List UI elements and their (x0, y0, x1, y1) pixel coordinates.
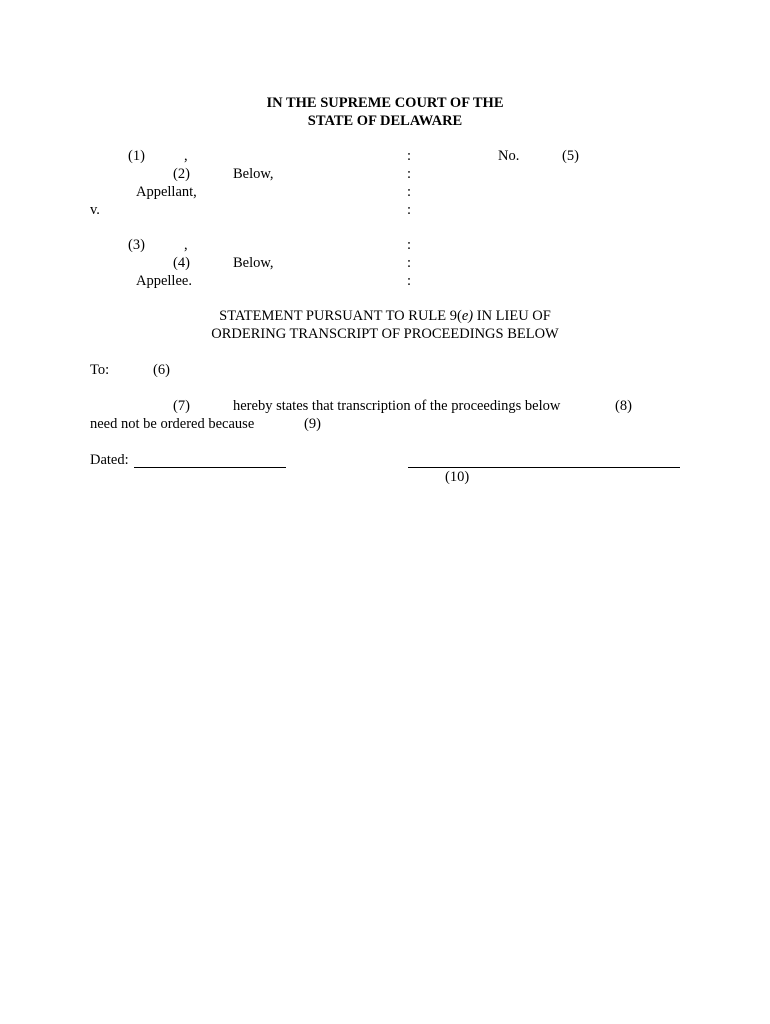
caption-colon: : (407, 255, 412, 271)
placeholder-8: (8) (615, 398, 632, 414)
party1-comma: , (184, 148, 188, 164)
body-text-line2: need not be ordered because (90, 416, 255, 432)
reason-placeholder-9: (9) (304, 416, 321, 432)
versus: v. (90, 202, 100, 218)
to-label: To: (90, 362, 110, 378)
caption-colon: : (407, 148, 412, 164)
caption-colon: : (407, 166, 412, 182)
case-number-placeholder: (5) (562, 148, 579, 164)
party2-comma: , (184, 237, 188, 253)
party2-below-number: (4) (173, 255, 190, 271)
party2-number: (3) (128, 237, 145, 253)
statement-title-line1: STATEMENT PURSUANT TO RULE 9(e) IN LIEU OF (219, 308, 551, 324)
to-placeholder: (6) (153, 362, 170, 378)
party2-below-label: Below, (233, 255, 274, 271)
caption-colon: : (407, 273, 412, 289)
court-heading-line1: IN THE SUPREME COURT OF THE (266, 95, 504, 111)
party-placeholder-7: (7) (173, 398, 190, 414)
party1-number: (1) (128, 148, 145, 164)
party1-below-number: (2) (173, 166, 190, 182)
caption-colon: : (407, 184, 412, 200)
statement-title-line2: ORDERING TRANSCRIPT OF PROCEEDINGS BELOW (211, 326, 559, 342)
case-number-label: No. (498, 148, 520, 164)
caption-colon: : (407, 202, 412, 218)
body-text-line1: hereby states that transcription of the proceedings below (233, 398, 561, 414)
signature-placeholder-10: (10) (445, 469, 470, 485)
date-blank-line (134, 467, 286, 468)
party1-role: Appellant, (136, 184, 197, 200)
party2-role: Appellee. (136, 273, 192, 289)
party1-below-label: Below, (233, 166, 274, 182)
court-heading-line2: STATE OF DELAWARE (307, 113, 463, 129)
dated-label: Dated: (90, 452, 129, 468)
caption-colon: : (407, 237, 412, 253)
signature-line (408, 467, 680, 468)
